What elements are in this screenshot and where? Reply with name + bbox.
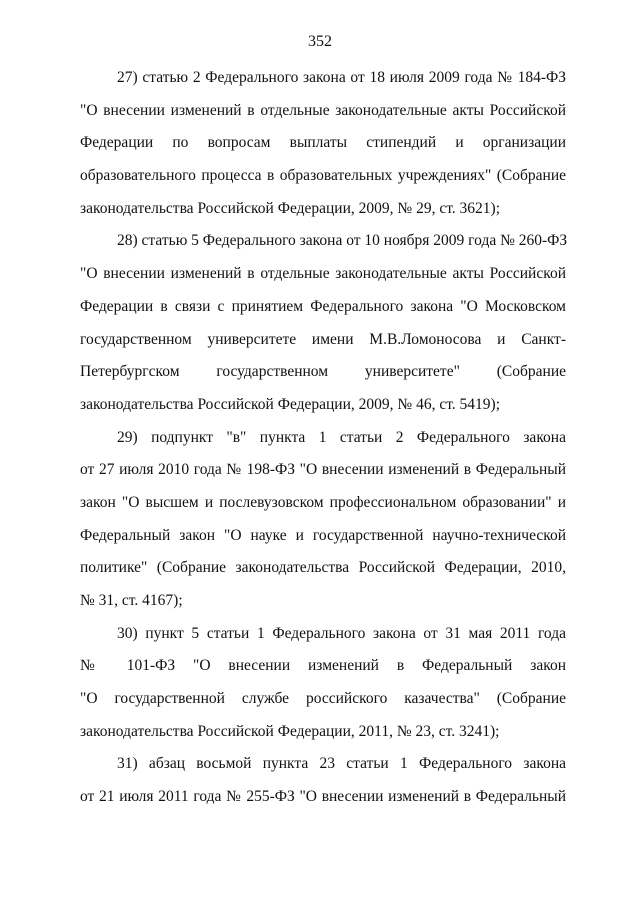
paragraph-line: от 21 июля 2011 года № 255-ФЗ "О внесении изменений в Федеральный [80,788,566,806]
paragraph-item-29 [80,422,566,618]
page-number: 352 [308,33,332,50]
paragraph-line: Петербургском государственном университете" (Собрание [80,363,566,381]
paragraph-item-31 [80,748,566,813]
paragraph-line: Федерации в связи с принятием Федерального закона "О Московском [80,297,566,315]
paragraph-line: законодательства Российской Федерации, 2011, № 23, ст. 3241); [80,722,500,740]
paragraph-line: 29) подпункт "в" пункта 1 статьи 2 Федерального закона [117,428,566,446]
paragraph-line: законодательства Российской Федерации, 2009, № 46, ст. 5419); [80,395,501,413]
paragraph-line: № 101-ФЗ "О внесении изменений в Федеральный закон [80,657,566,675]
paragraph-line: 31) абзац восьмой пункта 23 статьи 1 Федерального закона [117,755,566,773]
paragraph-line: законодательства Российской Федерации, 2009, № 29, ст. 3621); [80,199,501,217]
paragraph-line: "О государственной службе российского казачества" (Собрание [80,690,566,708]
paragraph-line: "О внесении изменений в отдельные законодательные акты Российской [80,101,566,119]
paragraph-line: образовательного процесса в образовательных учреждениях" (Собрание [80,167,566,185]
paragraph-item-30 [80,618,566,749]
paragraph-line: от 27 июля 2010 года № 198-ФЗ "О внесении изменений в Федеральный [80,461,566,479]
paragraph-line: закон "О высшем и послевузовском профессиональном образовании" и [80,493,566,511]
paragraph-line: 28) статью 5 Федерального закона от 10 ноября 2009 года № 260-ФЗ [117,232,568,250]
paragraph-line: 27) статью 2 Федерального закона от 18 июля 2009 года № 184-ФЗ [117,69,566,86]
page-body [80,62,566,814]
paragraph-item-28 [80,225,566,421]
paragraph-line: № 31, ст. 4167); [80,592,183,609]
paragraph-line: политике" (Собрание законодательства Российской Федерации, 2010, [80,559,566,577]
paragraph-line: 30) пункт 5 статьи 1 Федерального закона от 31 мая 2011 года [117,624,566,642]
paragraph-line: Федерации по вопросам выплаты стипендий и организации [80,134,566,152]
paragraph-line: Федеральный закон "О науке и государственной научно-технической [80,526,566,544]
paragraph-line: "О внесении изменений в отдельные законодательные акты Российской [80,265,566,283]
paragraph-line: государственном университете имени М.В.Ломоносова и Санкт- [80,330,566,348]
paragraph-item-27 [80,62,566,225]
